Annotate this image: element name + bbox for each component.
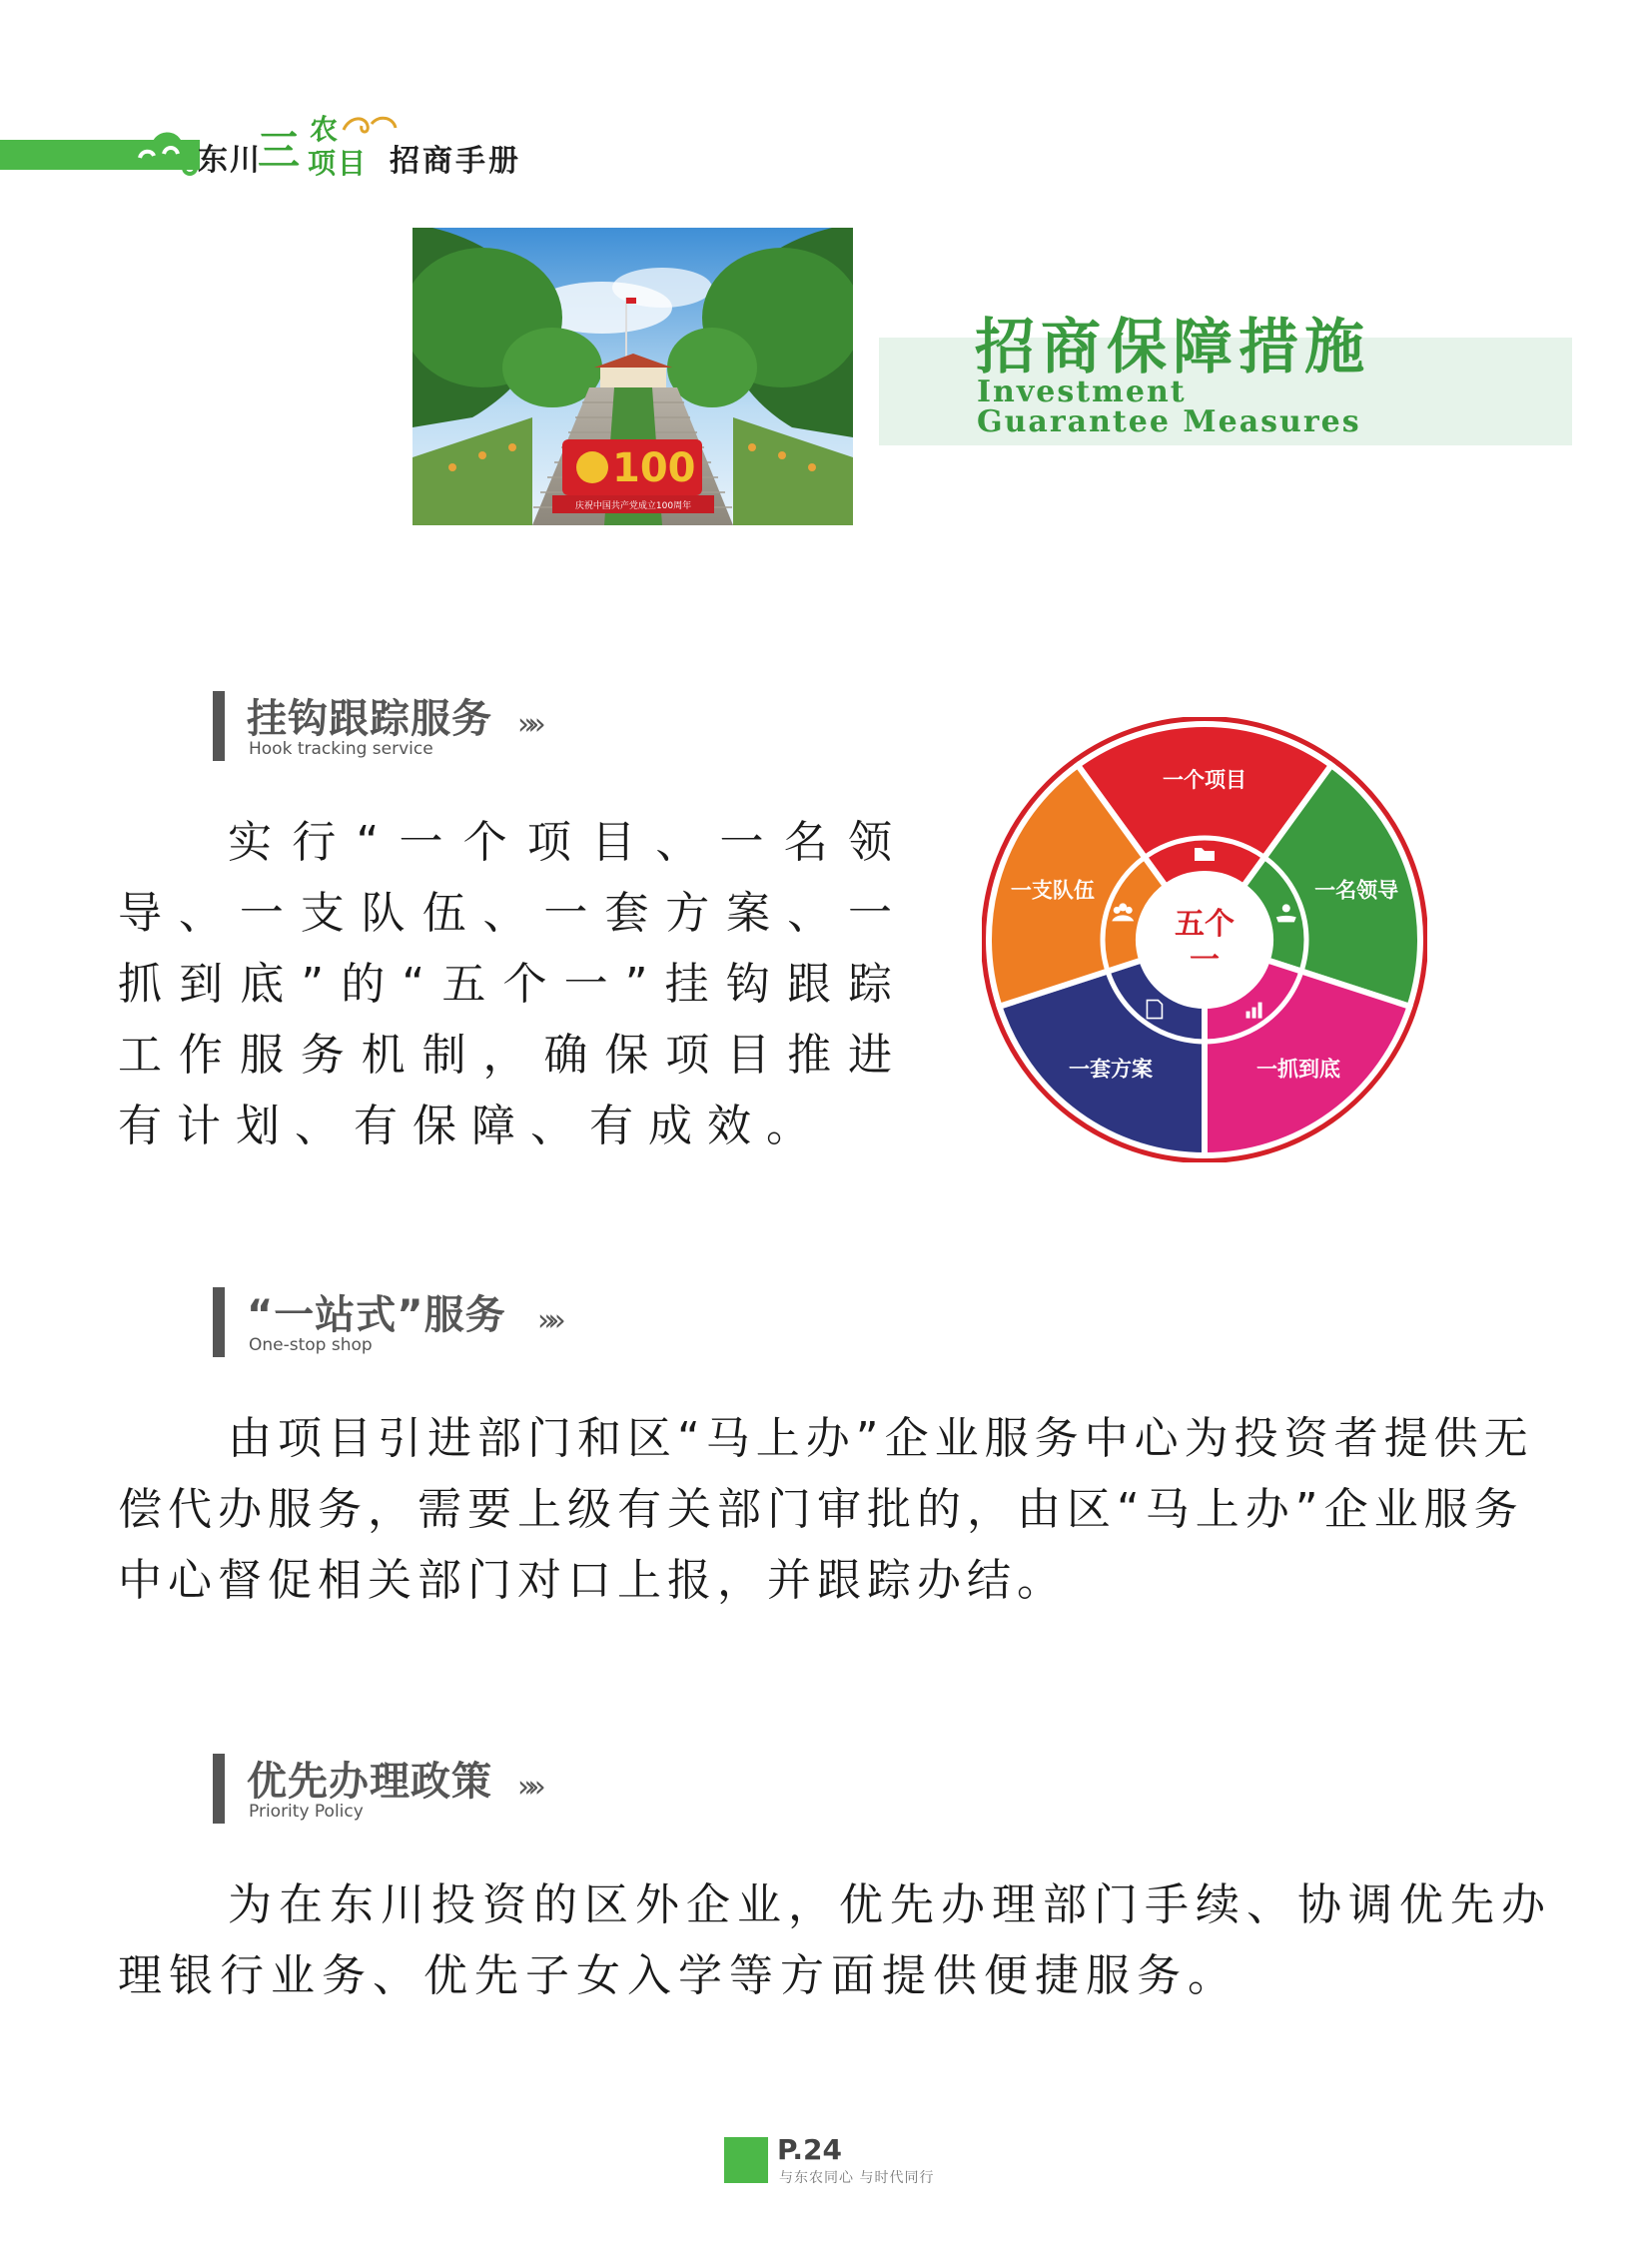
- page-number: P.24: [777, 2133, 842, 2166]
- cloud-icon: [120, 122, 204, 180]
- wheel-segment-label: 一抓到底: [1256, 1057, 1341, 1082]
- header-nong: 农: [310, 113, 339, 146]
- wheel-center-line2: 一: [1190, 943, 1220, 978]
- section-title: “一站式”服务: [247, 1292, 506, 1338]
- section-marker: [213, 1287, 225, 1357]
- section-body: 实行“一个项目、一名领导、一支队伍、一套方案、一抓到底”的“五个一”挂钩跟踪工作服务机制，确保项目推进有计划、有保障、有成效。: [118, 817, 907, 1151]
- double-chevron-icon: »»: [517, 1770, 538, 1805]
- section-subtitle: Hook tracking service: [249, 739, 433, 759]
- section-title: 挂钩跟踪服务: [247, 696, 492, 742]
- section-marker: [213, 691, 225, 761]
- double-chevron-icon: »»: [517, 707, 538, 742]
- section-body: 由项目引进部门和区“马上办”企业服务中心为投资者提供无偿代办服务，需要上级有关部门审批的，由区“马上办”企业服务中心督促相关部门对口上报，并跟踪办结。: [118, 1413, 1534, 1606]
- footer-slogan: 与东农同心 与时代同行: [779, 2170, 935, 2186]
- footer-green-block: [724, 2137, 768, 2183]
- header-place: 东川: [198, 143, 262, 178]
- five-ones-wheel: [982, 717, 1427, 1162]
- page-title-english: Investment Guarantee Measures: [977, 374, 1361, 439]
- hero-photo: [413, 228, 853, 525]
- svg-text:100: 100: [612, 445, 696, 491]
- section-subtitle: One-stop shop: [249, 1335, 373, 1355]
- section-subtitle: Priority Policy: [249, 1802, 364, 1822]
- section-title: 优先办理政策: [247, 1759, 492, 1805]
- photo-banner-text: 庆祝中国共产党成立100周年: [574, 501, 692, 511]
- page-title: 招商保障措施: [975, 313, 1370, 382]
- header-xiangmu: 项目: [308, 147, 369, 180]
- wheel-center-line1: 五个: [1175, 907, 1235, 942]
- wheel-segment-label: 一个项目: [1163, 768, 1246, 792]
- wheel-segment-label: 一名领导: [1314, 878, 1399, 903]
- section-body: 为在东川投资的区外企业，优先办理部门手续、协调优先办理银行业务、优先子女入学等方面提供便捷服务。: [118, 1879, 1552, 2001]
- wheel-segment-label: 一支队伍: [1010, 878, 1095, 903]
- wheel-segment-label: 一套方案: [1068, 1057, 1153, 1082]
- section-marker: [213, 1754, 225, 1824]
- header-suffix: 招商手册: [390, 144, 521, 179]
- header-san: 三: [258, 126, 301, 175]
- double-chevron-icon: »»: [537, 1303, 558, 1338]
